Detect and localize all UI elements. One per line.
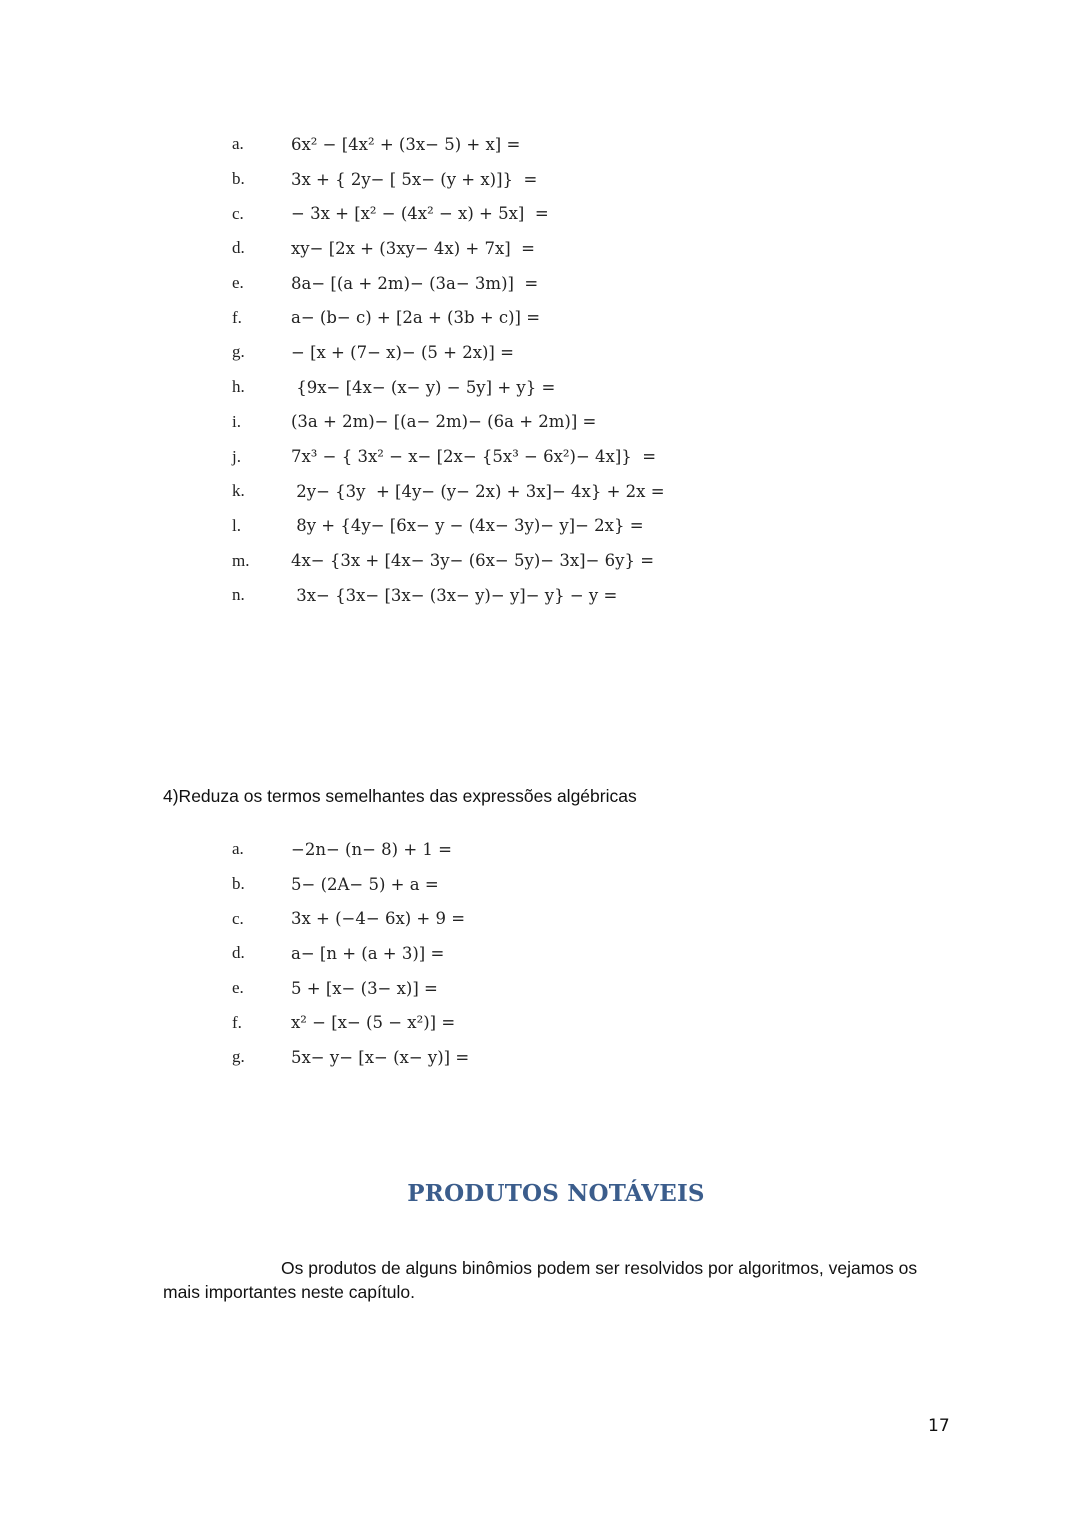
math-expression: (3a + 2m)− [(a− 2m)− (6a + 2m)] =: [291, 412, 597, 432]
exercise-4-prompt: 4)Reduza os termos semelhantes das expressões algébricas: [163, 786, 637, 806]
list-item: [232, 127, 665, 162]
list-item: [232, 196, 665, 231]
list-item: [232, 901, 469, 936]
list-item: [232, 335, 665, 370]
item-label: i.: [232, 411, 241, 431]
item-label: g.: [232, 1047, 245, 1067]
math-expression: 3x + { 2y− [ 5x− (y + x)]} =: [291, 169, 538, 189]
math-expression: a− [n + (a + 3)] =: [291, 943, 445, 963]
section-heading: PRODUTOS NOTÁVEIS: [407, 1180, 705, 1208]
list-item: [232, 1040, 469, 1075]
math-expression: 8a− [(a + 2m)− (3a− 3m)] =: [291, 273, 539, 293]
list-item: [232, 474, 665, 509]
math-expression: 8y + {4y− [6x− y − (4x− 3y)− y]− 2x} =: [291, 516, 644, 536]
math-expression: −2n− (n− 8) + 1 =: [291, 839, 452, 859]
item-label: d.: [232, 943, 245, 963]
list-item: [232, 867, 469, 902]
math-expression: 3x− {3x− [3x− (3x− y)− y]− y} − y =: [291, 585, 618, 605]
item-label: g.: [232, 342, 245, 362]
item-label: f.: [232, 1012, 242, 1032]
list-item: [232, 1005, 469, 1040]
item-label: h.: [232, 377, 245, 397]
item-label: d.: [232, 238, 245, 258]
math-expression: 3x + (−4− 6x) + 9 =: [291, 909, 466, 929]
list-item: [232, 231, 665, 266]
list-item: [232, 832, 469, 867]
list-item: [232, 162, 665, 197]
exercise-4-list: [232, 832, 469, 1075]
list-item: [232, 936, 469, 971]
list-item: [232, 578, 665, 613]
math-expression: 6x² − [4x² + (3x− 5) + x] =: [291, 134, 521, 154]
list-item: [232, 509, 665, 544]
math-expression: a− (b− c) + [2a + (3b + c)] =: [291, 308, 541, 328]
math-expression: 7x³ − { 3x² − x− [2x− {5x³ − 6x²)− 4x]} =: [291, 447, 657, 467]
math-expression: 5− (2A− 5) + a =: [291, 874, 439, 894]
item-label: l.: [232, 515, 241, 535]
item-label: b.: [232, 169, 245, 189]
item-label: e.: [232, 273, 244, 293]
math-expression: 5 + [x− (3− x)] =: [291, 978, 438, 998]
section-paragraph: [163, 1256, 953, 1305]
page-number: 17: [928, 1416, 950, 1436]
item-label: a.: [232, 839, 244, 859]
item-label: a.: [232, 134, 244, 154]
math-expression: 4x− {3x + [4x− 3y− (6x− 5y)− 3x]− 6y} =: [291, 551, 655, 571]
list-item: [232, 370, 665, 405]
list-item: [232, 300, 665, 335]
item-label: j.: [232, 446, 241, 466]
list-item: [232, 266, 665, 301]
paragraph-text: Os produtos de alguns binômios podem ser resolvidos por algoritmos, vejamos os mais importantes neste capítulo.: [163, 1257, 918, 1302]
item-label: k.: [232, 481, 245, 501]
list-item: [232, 971, 469, 1006]
item-label: c.: [232, 908, 244, 928]
item-label: e.: [232, 978, 244, 998]
math-expression: − [x + (7− x)− (5 + 2x)] =: [291, 342, 514, 362]
math-expression: 2y− {3y + [4y− (y− 2x) + 3x]− 4x} + 2x =: [291, 481, 665, 501]
math-expression: xy− [2x + (3xy− 4x) + 7x] =: [291, 238, 535, 258]
math-expression: {9x− [4x− (x− y) − 5y] + y} =: [291, 377, 556, 397]
math-expression: x² − [x− (5 − x²)] =: [291, 1013, 456, 1033]
item-label: m.: [232, 550, 250, 570]
math-expression: − 3x + [x² − (4x² − x) + 5x] =: [291, 204, 549, 224]
exercise-3-list: [232, 127, 665, 613]
item-label: b.: [232, 874, 245, 894]
item-label: c.: [232, 203, 244, 223]
math-expression: 5x− y− [x− (x− y)] =: [291, 1047, 470, 1067]
item-label: f.: [232, 307, 242, 327]
list-item: [232, 405, 665, 440]
list-item: [232, 439, 665, 474]
item-label: n.: [232, 585, 245, 605]
list-item: [232, 543, 665, 578]
